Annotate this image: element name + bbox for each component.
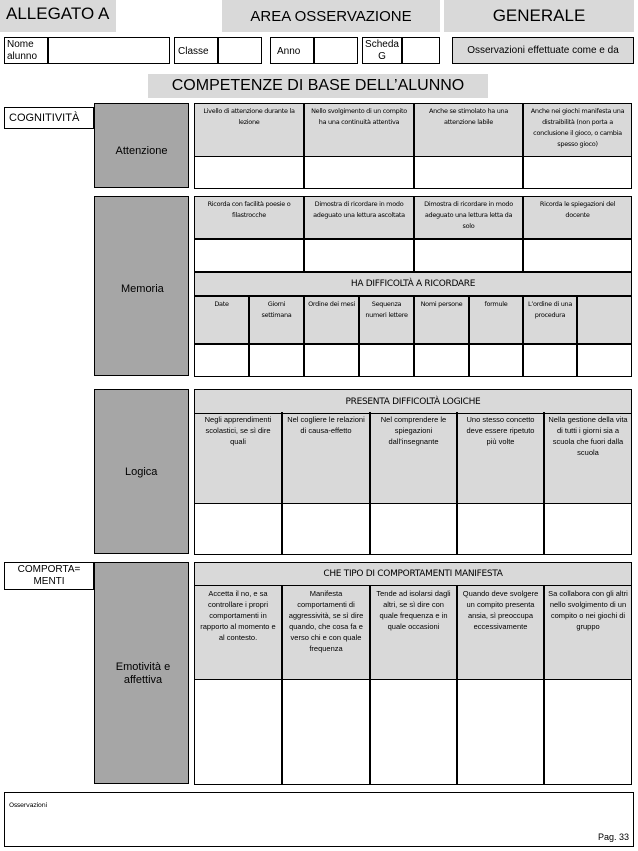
emotivita-answer-5[interactable] (544, 679, 632, 785)
difficolta-answer-5[interactable] (414, 344, 469, 377)
difficolta-answer-2[interactable] (249, 344, 304, 377)
classe-label-cell (174, 37, 218, 64)
area-label: AREA OSSERVAZIONE (250, 7, 412, 25)
difficolta-col-giorni: Giorni settimana (249, 296, 304, 344)
emotivita-header (194, 562, 632, 586)
page-title: COMPETENZE DI BASE DELL’ALUNNO (171, 77, 465, 94)
logica-answer-5[interactable] (544, 503, 632, 555)
page-title-bar (148, 74, 488, 98)
section-cognitivita (4, 107, 94, 129)
memoria-col-1: Ricorda con facilità poesie o filastrocche (194, 196, 304, 239)
attenzione-col-4: Anche nei giochi manifesta una distraibilità (non porta a conclusione il gioco, o cambia spesso gioco) (523, 103, 632, 157)
memoria-label-box (94, 196, 189, 376)
memoria-col-2: Dimostra di ricordare in modo adeguato una lettura ascoltata (304, 196, 414, 239)
memoria-difficolta-title: HA DIFFICOLTÀ A RICORDARE (350, 279, 476, 289)
header-allegato (0, 0, 116, 32)
nome-label-cell (4, 37, 48, 64)
memoria-difficolta-header (194, 272, 632, 296)
logica-answer-4[interactable] (457, 503, 544, 555)
anno-label: Anno (277, 46, 301, 57)
osservazioni-header: Osservazioni effettuate come e da (467, 45, 619, 56)
classe-label: Classe (178, 46, 209, 57)
section-comportamenti (4, 562, 94, 590)
page-number: Pag. 33 (597, 832, 629, 842)
osservazioni-box[interactable] (4, 792, 634, 847)
difficolta-answer-7[interactable] (523, 344, 577, 377)
difficolta-col-formule: formule (469, 296, 523, 344)
header-generale (444, 0, 634, 32)
difficolta-col-empty (577, 296, 632, 344)
nome-label: Nome alunno (7, 39, 38, 62)
attenzione-col-2: Nello svolgimento di un compito ha una continuità attentiva (304, 103, 414, 157)
attenzione-col-1: Livello di attenzione durante la lezione (194, 103, 304, 157)
emotivita-label-box (94, 562, 189, 784)
emotivita-col-2: Manifesta comportamenti di aggressività, se sì dire quando, che cosa fa e verso chi e con quale frequenza (282, 586, 370, 680)
logica-header (194, 389, 632, 414)
cognitivita-label: COGNITIVITÀ (9, 112, 80, 124)
memoria-label: Memoria (121, 283, 164, 295)
attenzione-answer-2[interactable] (304, 156, 414, 189)
header-area (222, 0, 440, 32)
difficolta-answer-1[interactable] (194, 344, 249, 377)
difficolta-col-nomi: Nomi persone (414, 296, 469, 344)
difficolta-col-date: Date (194, 296, 249, 344)
memoria-answer-4[interactable] (523, 239, 632, 272)
logica-col-5: Nella gestione della vita di tutti i giorni sia a scuola che fuori dalla scuola (544, 412, 632, 504)
memoria-answer-3[interactable] (414, 239, 523, 272)
attenzione-answer-3[interactable] (414, 156, 523, 189)
difficolta-answer-3[interactable] (304, 344, 359, 377)
logica-col-4: Uno stesso concetto deve essere ripetuto più volte (457, 412, 544, 504)
emotivita-answer-2[interactable] (282, 679, 370, 785)
attenzione-answer-1[interactable] (194, 156, 304, 189)
scheda-field[interactable] (402, 37, 440, 64)
scheda-label-cell (362, 37, 402, 64)
emotivita-col-3: Tende ad isolarsi dagli altri, se sì dire con quale frequenza e in quale occasioni (370, 586, 457, 680)
comportamenti-label: COMPORTA= MENTI (17, 564, 81, 587)
emotivita-col-4: Quando deve svolgere un compito presenta ansia, sì preoccupa eccessivamente (457, 586, 544, 680)
anno-field[interactable] (314, 37, 358, 64)
scheda-label: Scheda G (365, 38, 399, 62)
allegato-label: ALLEGATO A (6, 4, 110, 23)
attenzione-label-box (94, 103, 189, 188)
memoria-answer-2[interactable] (304, 239, 414, 272)
difficolta-answer-6[interactable] (469, 344, 523, 377)
emotivita-col-5: Sa collabora con gli altri nello svolgimento di un compito o nei giochi di gruppo (544, 586, 632, 680)
logica-label-box (94, 389, 189, 554)
logica-col-1: Negli apprendimenti scolastici, se sì dire quali (194, 412, 282, 504)
attenzione-answer-4[interactable] (523, 156, 632, 189)
logica-answer-3[interactable] (370, 503, 457, 555)
attenzione-col-3: Anche se stimolato ha una attenzione labile (414, 103, 523, 157)
nome-field[interactable] (48, 37, 170, 64)
emotivita-answer-1[interactable] (194, 679, 282, 785)
memoria-answer-1[interactable] (194, 239, 304, 272)
difficolta-answer-8[interactable] (577, 344, 632, 377)
emotivita-label: Emotività e affettiva (115, 661, 171, 686)
emotivita-title: CHE TIPO DI COMPORTAMENTI MANIFESTA (323, 569, 503, 579)
logica-col-3: Nel comprendere le spiegazioni dall’insegnante (370, 412, 457, 504)
osservazioni-label: Osservazioni (9, 801, 47, 809)
emotivita-answer-4[interactable] (457, 679, 544, 785)
attenzione-label: Attenzione (115, 144, 168, 157)
anno-label-cell (270, 37, 314, 64)
logica-col-2: Nel cogliere le relazioni di causa-effetto (282, 412, 370, 504)
logica-title: PRESENTA DIFFICOLTÀ LOGICHE (345, 396, 481, 407)
logica-label: Logica (125, 466, 158, 478)
emotivita-answer-3[interactable] (370, 679, 457, 785)
emotivita-col-1: Accetta il no, e sa controllare i propri comportamenti in rapporto al momento e al contesto. (194, 586, 282, 680)
memoria-col-3: Dimostra di ricordare in modo adeguato una lettura letta da solo (414, 196, 523, 239)
difficolta-col-sequenza: Sequenza numeri lettere (359, 296, 414, 344)
difficolta-answer-4[interactable] (359, 344, 414, 377)
difficolta-col-procedura: L’ordine di una procedura (523, 296, 577, 344)
generale-label: GENERALE (492, 6, 586, 25)
logica-answer-2[interactable] (282, 503, 370, 555)
memoria-col-4: Ricorda le spiegazioni del docente (523, 196, 632, 239)
difficolta-col-mesi: Ordine dei mesi (304, 296, 359, 344)
osservazioni-header-cell (452, 37, 634, 64)
logica-answer-1[interactable] (194, 503, 282, 555)
classe-field[interactable] (218, 37, 262, 64)
